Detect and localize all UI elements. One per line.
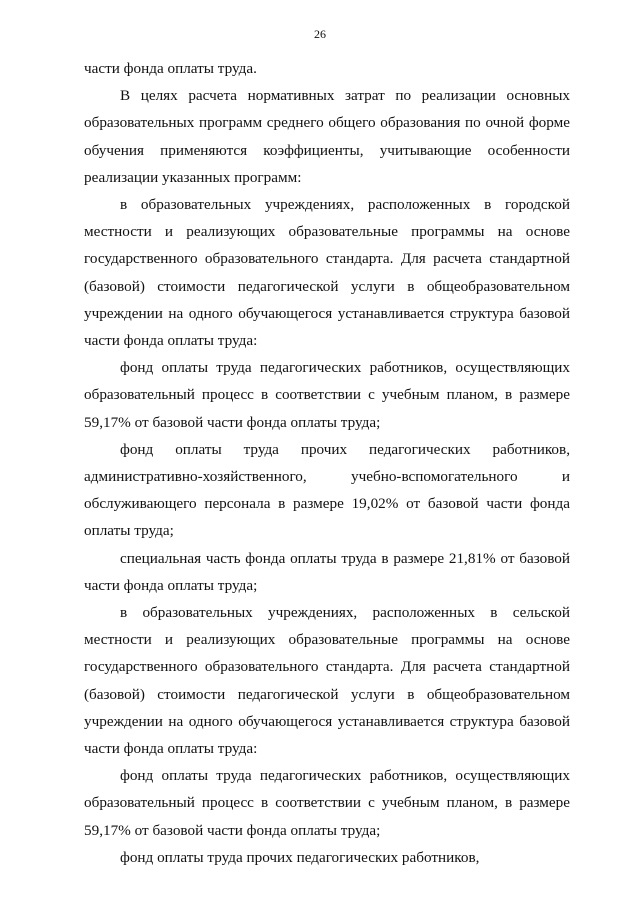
paragraph: в образовательных учреждениях, расположенных в городской местности и реализующих образовательные программы на основе государственного образовательного стандарта. Для расчета стандартной (базовой) стоимости педагогической услуги в общеобразовательном учреждении на одного обучающегося устанавливается структура базовой части фонда оплаты труда: xyxy=(84,196,570,350)
page-number: 26 xyxy=(314,27,326,41)
paragraph: В целях расчета нормативных затрат по реализации основных образовательных программ среднего общего образования по очной форме обучения применяются коэффициенты, учитывающие особенности реализации указанных программ: xyxy=(84,87,570,186)
paragraph: фонд оплаты труда прочих педагогических работников, административно-хозяйственного, учебно-вспомогательного и обслуживающего персонала в размере 19,02% от базовой части фонда оплаты труда; xyxy=(84,440,570,540)
paragraph: фонд оплаты труда педагогических работников, осуществляющих образовательный процесс в соответствии с учебным планом, в размере 59,17% от базовой части фонда оплаты труда; xyxy=(84,767,570,839)
paragraph: фонд оплаты труда педагогических работников, осуществляющих образовательный процесс в соответствии с учебным планом, в размере 59,17% от базовой части фонда оплаты труда; xyxy=(84,359,570,431)
paragraph: в образовательных учреждениях, расположенных в сельской местности и реализующих образовательные программы на основе государственного образовательного стандарта. Для расчета стандартной (базовой) стоимости педагогической услуги в общеобразовательном учреждении на одного обучающегося устанавливается структура базовой части фонда оплаты труда: xyxy=(84,604,570,758)
document-body xyxy=(84,55,570,871)
paragraph: фонд оплаты труда прочих педагогических работников, xyxy=(120,848,480,866)
paragraph: части фонда оплаты труда. xyxy=(84,60,257,77)
paragraph: специальная часть фонда оплаты труда в размере 21,81% от базовой части фонда оплаты труда; xyxy=(84,549,570,594)
